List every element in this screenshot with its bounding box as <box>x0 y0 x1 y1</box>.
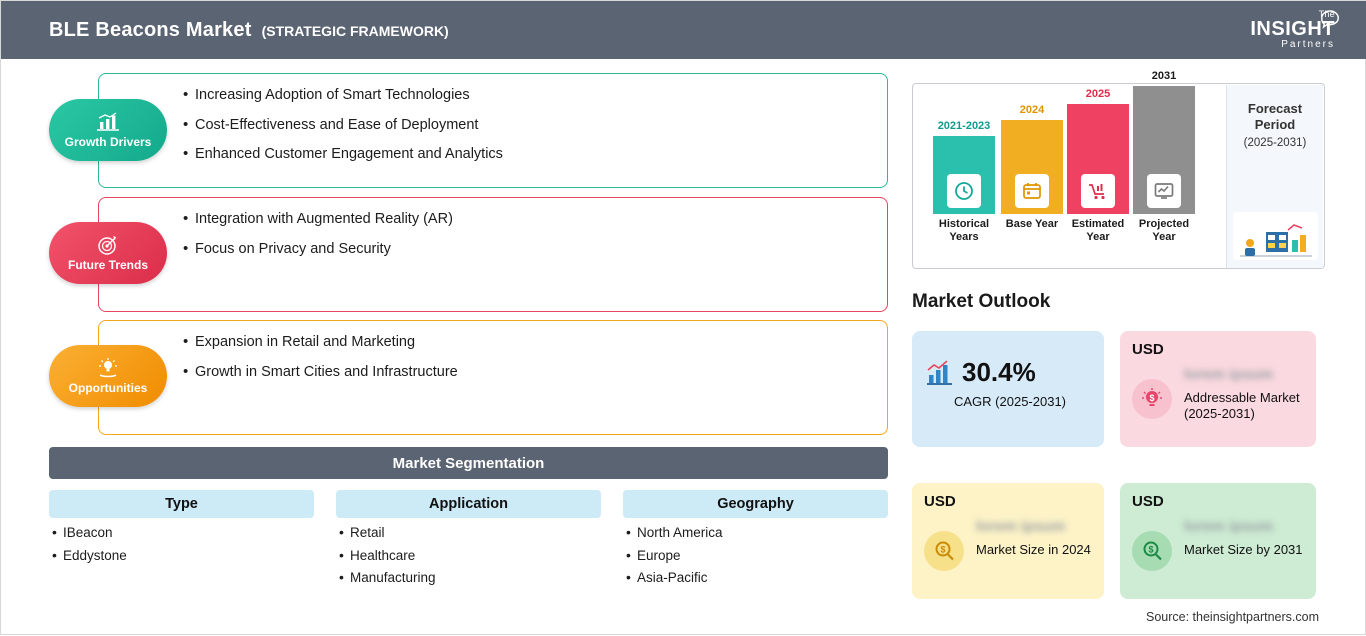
bar-caption: Historical Years <box>938 218 990 243</box>
bar-year-label: 2025 <box>1085 88 1111 100</box>
forecast-illustration-icon <box>1233 212 1318 260</box>
market-outlook-title: Market Outlook <box>912 291 1051 312</box>
card-market-size-2031 <box>1120 483 1316 599</box>
list-item: • Increasing Adoption of Smart Technologies <box>195 88 887 103</box>
bar-base-year <box>1001 89 1063 230</box>
page-header <box>1 1 1366 59</box>
segmentation-column-geography <box>623 490 888 594</box>
page-subtitle: (STRATEGIC FRAMEWORK) <box>261 23 449 39</box>
badge-label: Growth Drivers <box>64 135 152 149</box>
logo-line-1: The <box>1318 9 1335 19</box>
segmentation-title: Market Segmentation <box>49 447 888 479</box>
panel-future-trends <box>98 197 888 312</box>
list-item: • Enhanced Customer Engagement and Analytics <box>195 147 887 162</box>
column-list <box>623 526 888 585</box>
logo-line-3: Partners <box>1281 39 1335 51</box>
masked-value: lorem ipsum <box>976 518 1066 535</box>
left-column <box>1 59 906 636</box>
currency-label: USD <box>1132 493 1164 510</box>
bar-body <box>1067 104 1129 214</box>
bar-body <box>933 136 995 214</box>
monitor-chart-icon <box>1147 174 1181 208</box>
bar-year-label: 2021-2023 <box>937 120 991 132</box>
card-cagr <box>912 331 1104 447</box>
page-title: BLE Beacons Market <box>49 18 252 41</box>
opportunities-list <box>99 321 887 379</box>
list-item: • Growth in Smart Cities and Infrastructure <box>195 365 887 380</box>
badge-future-trends <box>49 222 167 284</box>
dollar-magnifier-icon <box>924 531 964 571</box>
cagr-caption: CAGR (2025-2031) <box>954 394 1066 409</box>
list-item: • Eddystone <box>63 549 314 563</box>
dollar-bulb-icon <box>1132 379 1172 419</box>
bar-year-label: 2024 <box>1019 104 1045 116</box>
bar-chart-icon <box>95 111 121 133</box>
list-item: • Healthcare <box>350 549 601 563</box>
addressable-text <box>1184 358 1304 423</box>
study-period-chart <box>912 70 1325 269</box>
badge-label: Opportunities <box>68 381 148 395</box>
target-icon <box>96 234 120 256</box>
bar-historical-years <box>933 104 995 243</box>
bar-body <box>1133 86 1195 214</box>
cagr-value: 30.4% <box>962 357 1036 387</box>
forecast-range: (2025-2031) <box>1243 136 1307 149</box>
card-caption: Market Size in 2024 <box>976 542 1091 557</box>
bar-year-label: 2031 <box>1151 70 1177 82</box>
logo-mark-icon <box>1319 9 1341 35</box>
currency-label: USD <box>1132 341 1164 358</box>
segmentation-column-type <box>49 490 314 571</box>
logo-line-2: INSIGHT <box>1250 18 1335 41</box>
column-header: Type <box>49 490 314 518</box>
list-item: • Manufacturing <box>350 571 601 585</box>
list-item: • Asia-Pacific <box>637 571 888 585</box>
lightbulb-hand-icon <box>96 357 120 379</box>
list-item: • North America <box>637 526 888 540</box>
bar-body <box>1001 120 1063 214</box>
bar-caption: Projected Year <box>1138 218 1190 243</box>
panel-opportunities <box>98 320 888 435</box>
masked-value: lorem ipsum <box>1184 366 1274 383</box>
card-market-size-2024 <box>912 483 1104 599</box>
card-addressable-market <box>1120 331 1316 447</box>
column-header: Application <box>336 490 601 518</box>
list-item: • Retail <box>350 526 601 540</box>
list-item: • IBeacon <box>63 526 314 540</box>
svg-text:$: $ <box>1149 393 1155 403</box>
column-list <box>49 526 314 562</box>
list-item: • Integration with Augmented Reality (AR) <box>195 212 887 227</box>
source-note: Source: theinsightpartners.com <box>1145 610 1319 624</box>
column-header: Geography <box>623 490 888 518</box>
clock-history-icon <box>947 174 981 208</box>
forecast-period-block <box>1226 85 1323 268</box>
right-column <box>906 59 1366 636</box>
list-item: • Europe <box>637 549 888 563</box>
list-item: • Cost-Effectiveness and Ease of Deployment <box>195 118 887 133</box>
size-2024-text <box>976 510 1092 558</box>
dollar-magnifier-icon <box>1132 531 1172 571</box>
growth-drivers-list <box>99 74 887 162</box>
masked-value: lorem ipsum <box>1184 518 1274 535</box>
cagr-row <box>924 357 1092 388</box>
growth-chart-icon <box>924 359 954 387</box>
forecast-title: Forecast Period <box>1247 101 1303 133</box>
panel-growth-drivers <box>98 73 888 188</box>
list-item: • Expansion in Retail and Marketing <box>195 335 887 350</box>
segmentation-column-application <box>336 490 601 594</box>
svg-text:$: $ <box>1148 544 1154 555</box>
badge-opportunities <box>49 345 167 407</box>
badge-label: Future Trends <box>67 258 148 272</box>
card-caption: Addressable Market (2025-2031) <box>1184 390 1300 422</box>
future-trends-list <box>99 198 887 256</box>
list-item: • Focus on Privacy and Security <box>195 242 887 257</box>
column-list <box>336 526 601 585</box>
bar-projected-year <box>1133 56 1195 243</box>
badge-growth-drivers <box>49 99 167 161</box>
bar-caption: Estimated Year <box>1071 218 1125 243</box>
currency-label: USD <box>924 493 956 510</box>
size-2031-text <box>1184 510 1304 558</box>
card-caption: Market Size by 2031 <box>1184 542 1303 557</box>
cart-chart-icon <box>1081 174 1115 208</box>
brand-logo <box>1185 10 1335 50</box>
svg-text:$: $ <box>940 544 946 555</box>
bar-caption: Base Year <box>1005 218 1059 230</box>
bar-estimated-year <box>1067 74 1129 243</box>
calendar-icon <box>1015 174 1049 208</box>
